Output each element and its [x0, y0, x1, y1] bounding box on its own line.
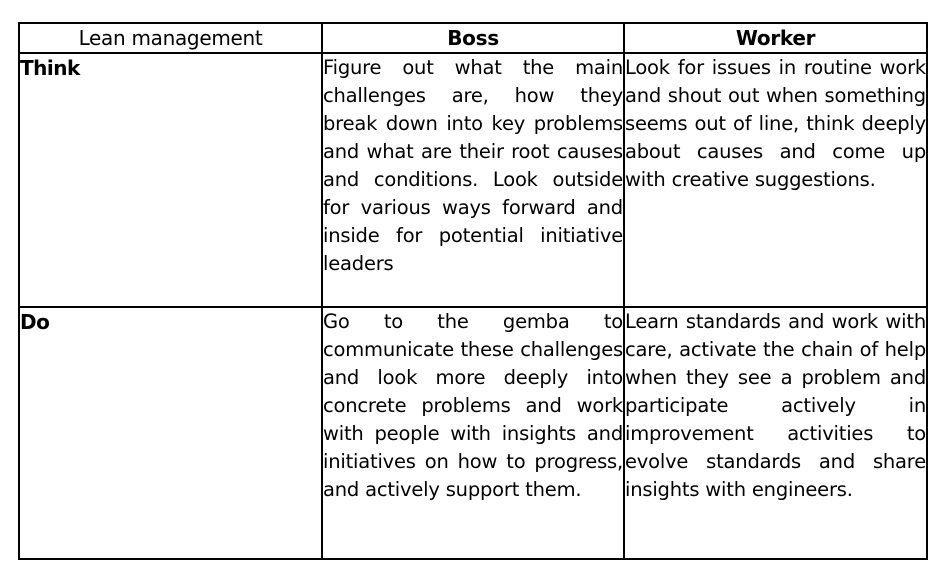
- header-row: [19, 23, 927, 53]
- lean-management-table: [18, 22, 928, 560]
- cell-do-boss: Go to the gemba to communicate these challenges and look more deeply into concrete problems and work with people with insights and initiatives on how to progress, and actively support them.: [322, 307, 624, 559]
- row-label-think: Think: [19, 53, 322, 307]
- cell-do-worker: Learn standards and work with care, activate the chain of help when they see a problem and participate actively in improvement activities to evolve standards and share insights with engineers.: [624, 307, 927, 559]
- row-label-do: Do: [19, 307, 322, 559]
- cell-think-boss: Figure out what the main challenges are, how they break down into key problems and what are their root causes and conditions. Look outside for various ways forward and inside for potential initiative leaders: [322, 53, 624, 307]
- cell-think-worker: Look for issues in routine work and shout out when something seems out of line, think deeply about causes and come up with creative suggestions.: [624, 53, 927, 307]
- table-row: [19, 307, 927, 559]
- table-row: [19, 53, 927, 307]
- header-boss: Boss: [322, 23, 624, 53]
- header-lean-management: Lean management: [19, 23, 322, 53]
- header-worker: Worker: [624, 23, 927, 53]
